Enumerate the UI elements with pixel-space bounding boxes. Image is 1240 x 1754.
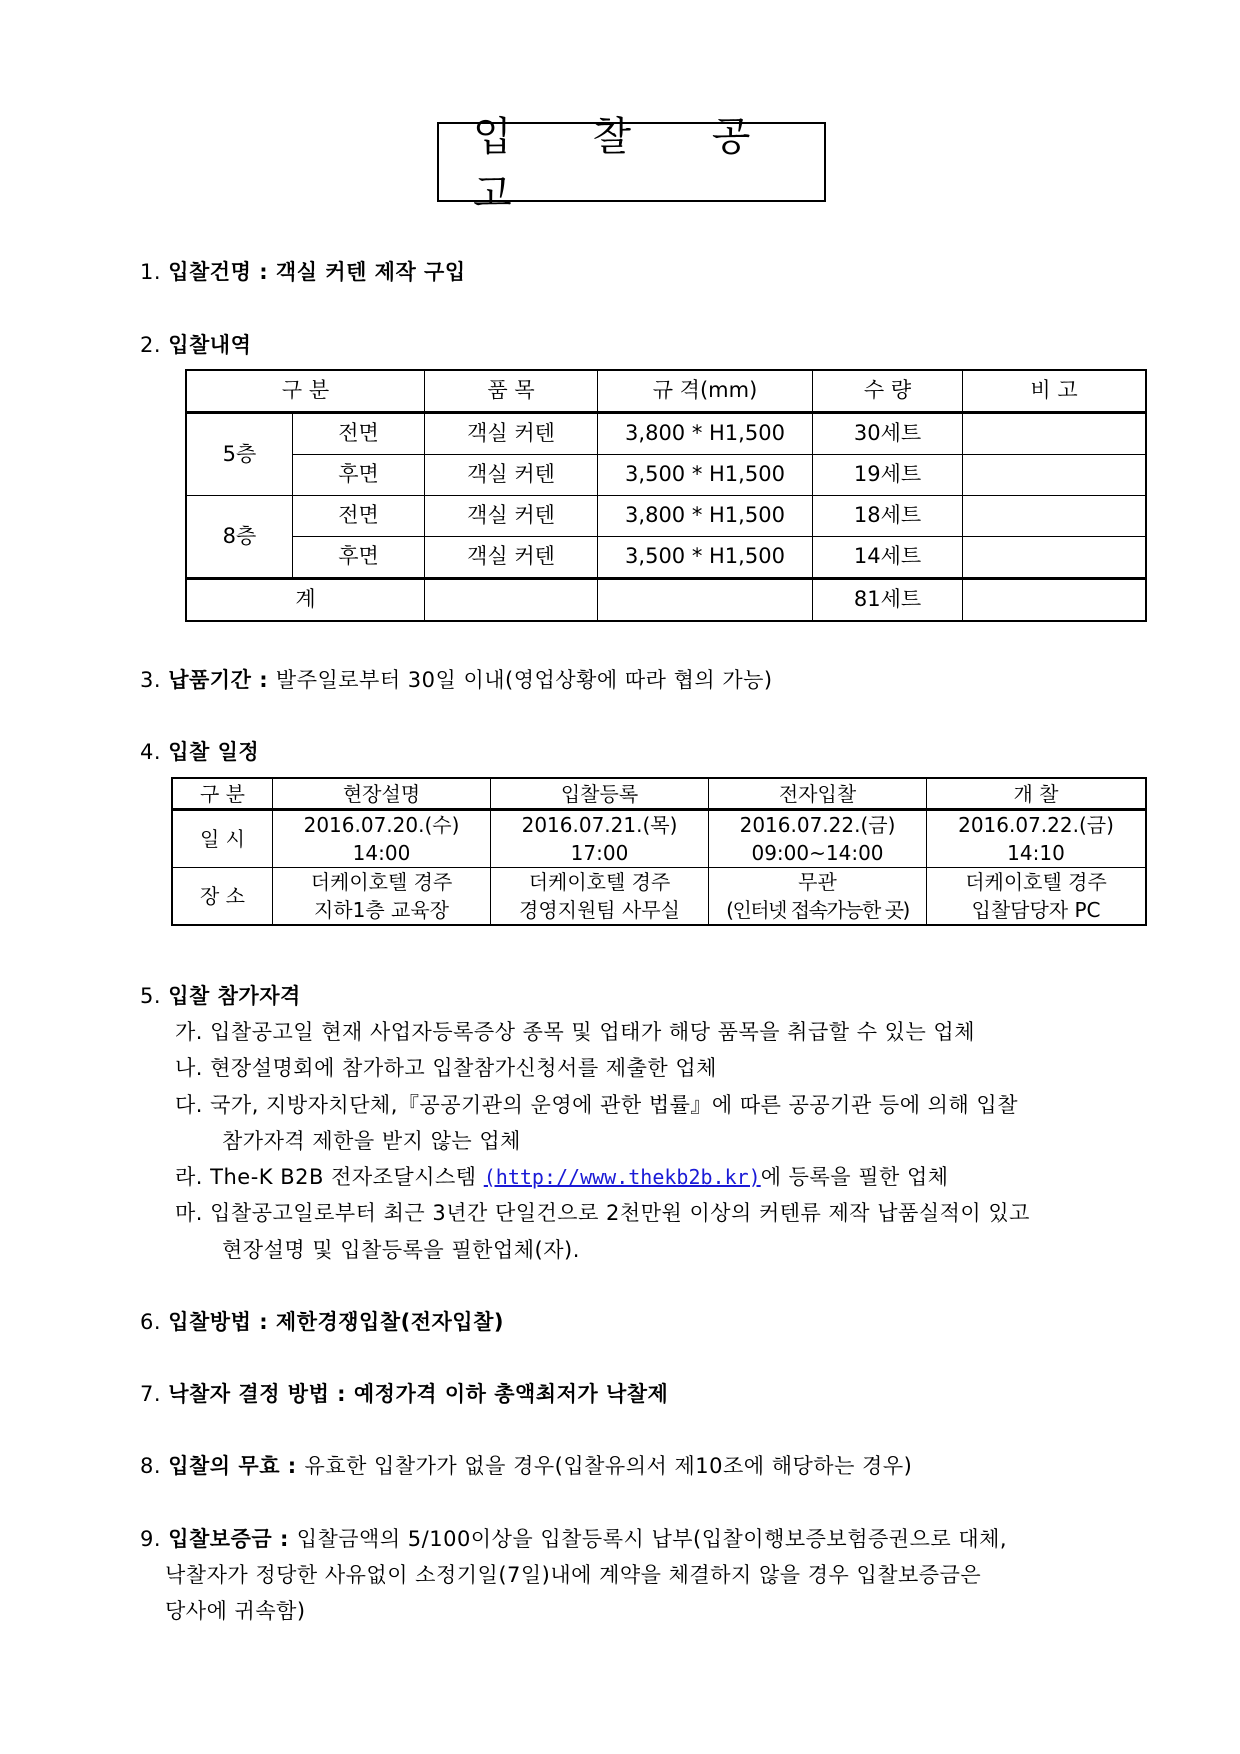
header-cell: 비 고 [963, 371, 1146, 413]
table-row [187, 496, 1146, 537]
section-7 [140, 1378, 668, 1408]
schedule-cell [273, 810, 491, 868]
section-number: 9. [140, 1527, 162, 1551]
qty-cell: 14세트 [813, 537, 963, 579]
schedule-cell [491, 868, 709, 925]
section-label: 입찰내역 [168, 333, 252, 357]
qty-cell: 30세트 [813, 413, 963, 455]
b2b-link[interactable]: (http://www.thekb2b.kr) [483, 1165, 761, 1189]
side-cell: 후면 [293, 455, 425, 496]
section-label: 입찰보증금 : [168, 1527, 297, 1551]
section-label: 낙찰자 결정 방법 : [168, 1382, 354, 1406]
total-qty-cell: 81세트 [813, 579, 963, 621]
section-text: 입찰금액의 5/100이상을 입찰등록시 납부(입찰이행보증보험증권으로 대체, [296, 1527, 1008, 1551]
qualification-item: 다. 국가, 지방자치단체,『공공기관의 운영에 관한 법률』에 따른 공공기관 등에 의해 입찰 [175, 1093, 1018, 1117]
floor-cell: 8층 [187, 496, 293, 579]
item-cell: 객실 커텐 [425, 455, 598, 496]
section-number: 1. [140, 260, 162, 284]
cell-line: 경영지원팀 사무실 [519, 898, 680, 922]
header-cell: 입찰등록 [491, 779, 709, 810]
qualification-item: 가. 입찰공고일 현재 사업자등록증상 종목 및 업태가 해당 품목을 취급할 수 있는 업체 [175, 1020, 976, 1044]
cell-line: 2016.07.20.(수) [303, 813, 460, 837]
section-label: 입찰 참가자격 [168, 984, 301, 1008]
bid-schedule-table [172, 778, 1146, 925]
empty-cell [963, 579, 1146, 621]
section-number: 4. [140, 740, 162, 764]
header-cell: 수 량 [813, 371, 963, 413]
header-cell: 품 목 [425, 371, 598, 413]
cell-line: 지하1층 교육장 [313, 898, 449, 922]
section-9-cont: 당사에 귀속함) [165, 1599, 306, 1623]
section-number: 2. [140, 333, 162, 357]
qty-cell: 18세트 [813, 496, 963, 537]
cell-line: 2016.07.22.(금) [739, 813, 896, 837]
spec-cell: 3,500 * H1,500 [598, 537, 813, 579]
spec-cell: 3,500 * H1,500 [598, 455, 813, 496]
section-9-cont: 낙찰자가 정당한 사유없이 소정기일(7일)내에 계약을 체결하지 않을 경우 입찰보증금은 [165, 1563, 982, 1587]
schedule-cell [927, 810, 1146, 868]
header-cell: 구 분 [187, 371, 425, 413]
section-4 [140, 736, 259, 766]
empty-cell [598, 579, 813, 621]
row-label-cell: 장 소 [173, 868, 273, 925]
table-row [187, 537, 1146, 579]
section-5 [140, 980, 301, 1010]
section-label: 입찰의 무효 : [168, 1454, 305, 1478]
section-number: 8. [140, 1454, 162, 1478]
section-3 [140, 664, 773, 694]
total-label-cell: 계 [187, 579, 425, 621]
item-cell: 객실 커텐 [425, 413, 598, 455]
section-label: 납품기간 : [168, 668, 276, 692]
note-cell [963, 455, 1146, 496]
note-cell [963, 537, 1146, 579]
section-number: 7. [140, 1382, 162, 1406]
table-total-row [187, 579, 1146, 621]
empty-cell [425, 579, 598, 621]
table-header-row [187, 371, 1146, 413]
table-row [187, 413, 1146, 455]
qualification-text: 에 등록을 필한 업체 [760, 1165, 949, 1189]
section-text: 발주일로부터 30일 이내(영업상황에 따라 협의 가능) [275, 668, 773, 692]
cell-line: 14:00 [352, 841, 411, 865]
section-text: 객실 커텐 제작 구입 [275, 260, 466, 284]
cell-line: 무관 [798, 870, 837, 894]
section-text: 제한경쟁입찰(전자입찰) [275, 1310, 504, 1334]
section-2 [140, 329, 251, 359]
header-cell: 규 격(mm) [598, 371, 813, 413]
item-cell: 객실 커텐 [425, 496, 598, 537]
table-row [173, 868, 1146, 925]
qualification-item [175, 1161, 949, 1191]
cell-line: 더케이호텔 경주 [965, 870, 1107, 894]
table-row [173, 810, 1146, 868]
qualification-item-cont: 현장설명 및 입찰등록을 필한업체(자). [222, 1238, 580, 1262]
header-cell: 개 찰 [927, 779, 1146, 810]
header-cell: 구 분 [173, 779, 273, 810]
section-number: 3. [140, 668, 162, 692]
schedule-cell [927, 868, 1146, 925]
row-label-cell: 일 시 [173, 810, 273, 868]
section-6 [140, 1306, 504, 1336]
table-row [187, 455, 1146, 496]
note-cell [963, 496, 1146, 537]
qualification-item: 나. 현장설명회에 참가하고 입찰참가신청서를 제출한 업체 [175, 1056, 717, 1080]
section-text: 유효한 입찰가가 없을 경우(입찰유의서 제10조에 해당하는 경우) [304, 1454, 913, 1478]
floor-cell: 5층 [187, 413, 293, 496]
qualification-text: 라. The-K B2B 전자조달시스템 [175, 1165, 484, 1189]
cell-line: (인터넷 접속가능한 곳) [726, 898, 909, 922]
side-cell: 후면 [293, 537, 425, 579]
section-1 [140, 256, 466, 286]
cell-line: 14:10 [1007, 841, 1065, 865]
qualification-item: 마. 입찰공고일로부터 최근 3년간 단일건으로 2천만원 이상의 커텐류 제작 납품실적이 있고 [175, 1201, 1030, 1225]
section-text: 예정가격 이하 총액최저가 낙찰제 [353, 1382, 669, 1406]
page-title: 입 찰 공 고 [437, 122, 826, 202]
section-number: 6. [140, 1310, 162, 1334]
cell-line: 17:00 [570, 841, 629, 865]
cell-line: 2016.07.21.(목) [521, 813, 678, 837]
section-9 [140, 1523, 1007, 1553]
bid-items-table [186, 370, 1146, 621]
side-cell: 전면 [293, 496, 425, 537]
qty-cell: 19세트 [813, 455, 963, 496]
schedule-cell [709, 868, 927, 925]
item-cell: 객실 커텐 [425, 537, 598, 579]
section-label: 입찰건명 : [168, 260, 276, 284]
spec-cell: 3,800 * H1,500 [598, 413, 813, 455]
qualification-item-cont: 참가자격 제한을 받지 않는 업체 [222, 1129, 521, 1153]
cell-line: 더케이호텔 경주 [310, 870, 453, 894]
section-8 [140, 1450, 912, 1480]
section-label: 입찰 일정 [168, 740, 260, 764]
header-cell: 현장설명 [273, 779, 491, 810]
schedule-cell [491, 810, 709, 868]
schedule-cell [709, 810, 927, 868]
section-number: 5. [140, 984, 162, 1008]
cell-line: 09:00~14:00 [751, 841, 884, 865]
spec-cell: 3,800 * H1,500 [598, 496, 813, 537]
cell-line: 2016.07.22.(금) [958, 813, 1114, 837]
section-label: 입찰방법 : [168, 1310, 276, 1334]
note-cell [963, 413, 1146, 455]
side-cell: 전면 [293, 413, 425, 455]
cell-line: 입찰담당자 PC [971, 898, 1101, 922]
schedule-cell [273, 868, 491, 925]
table-header-row [173, 779, 1146, 810]
header-cell: 전자입찰 [709, 779, 927, 810]
cell-line: 더케이호텔 경주 [528, 870, 671, 894]
